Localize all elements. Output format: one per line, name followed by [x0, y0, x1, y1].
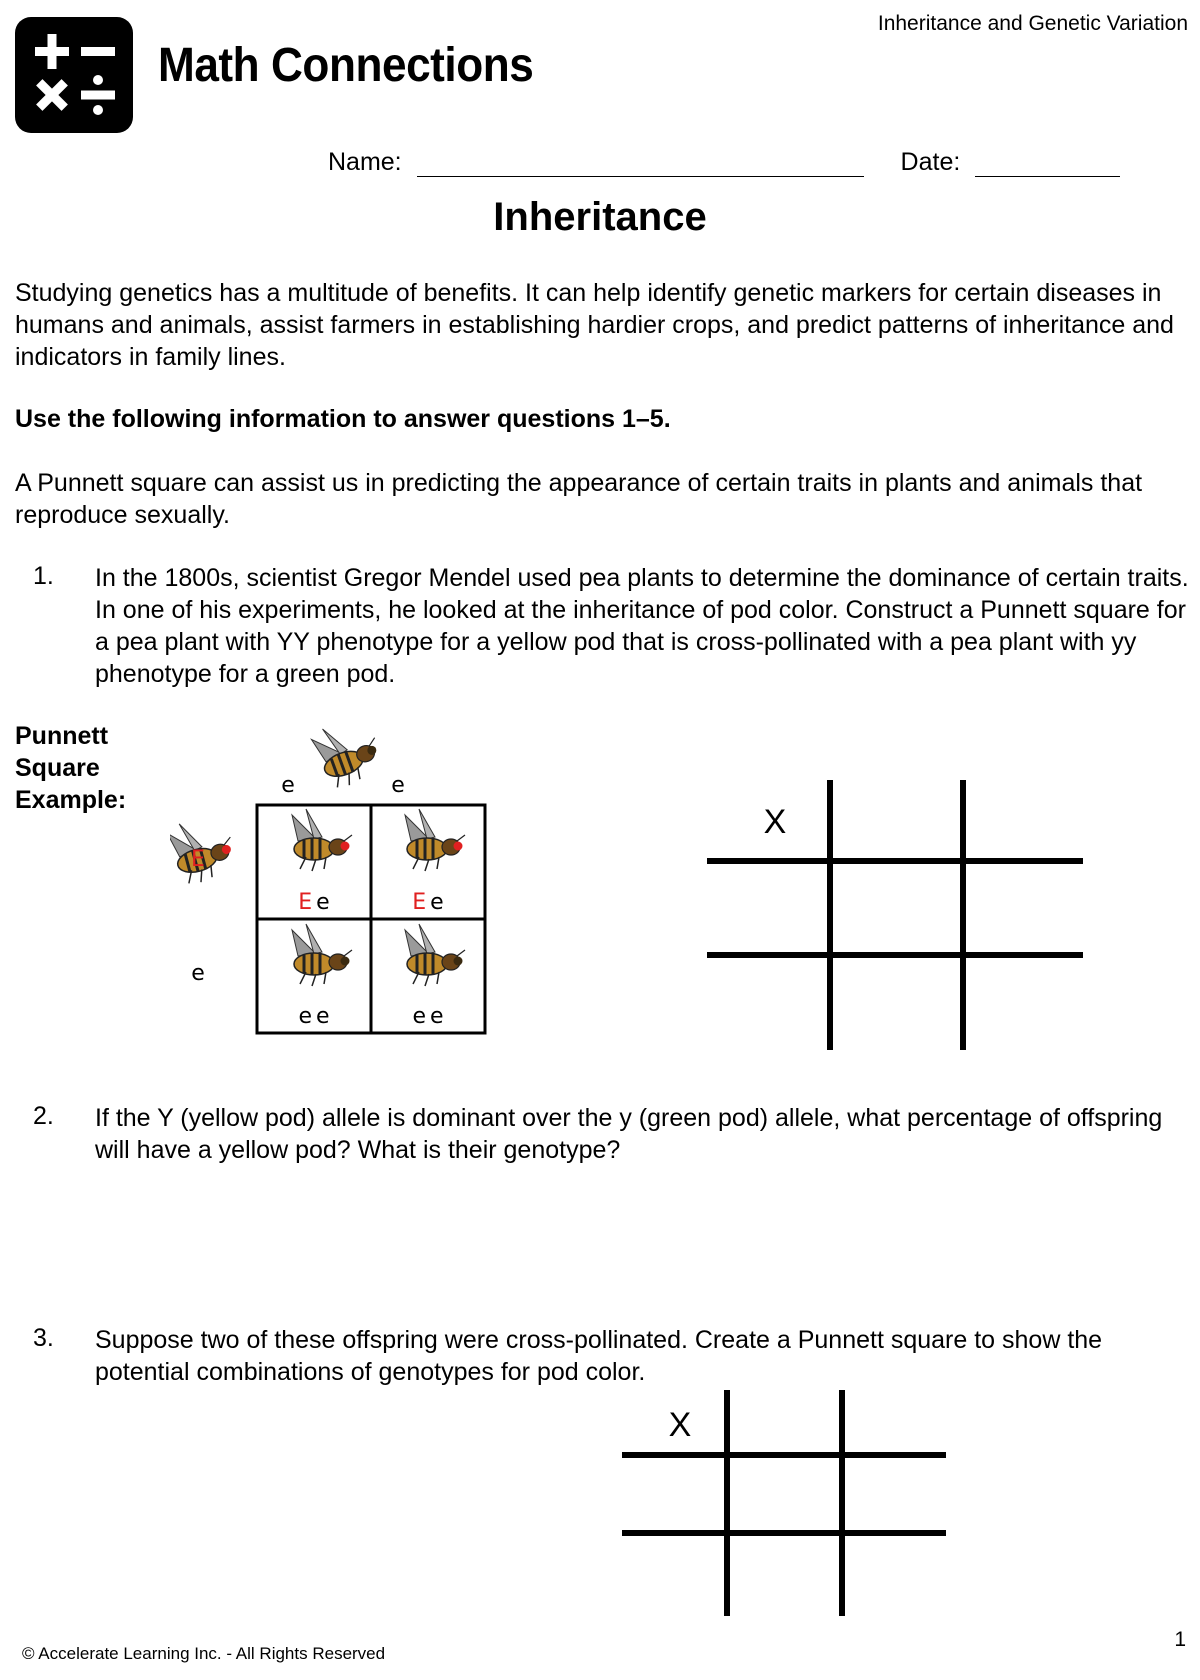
intro-paragraph: Studying genetics has a multitude of benefits. It can help identify genetic markers for certain diseases in humans and animals, assist farmers in establishing hardier crops, and predict patterns of inheritance and indicators in family lines.: [15, 279, 1174, 371]
grid-x-marker: X: [668, 1406, 692, 1444]
cell-genotype: E e: [412, 890, 444, 915]
question-1-number: 1.: [33, 562, 54, 590]
name-label: Name:: [328, 148, 402, 176]
side-allele-label: E: [191, 847, 205, 872]
copyright-footer: © Accelerate Learning Inc. - All Rights Reserved: [22, 1644, 386, 1663]
offspring-fly-icon: [405, 924, 465, 986]
question-2-number: 2.: [33, 1102, 54, 1130]
math-operators-icon: [15, 17, 133, 133]
parent-fly-top-icon: [309, 720, 387, 792]
offspring-fly-icon: [292, 924, 352, 986]
punnett-intro-paragraph: A Punnett square can assist us in predicting the appearance of certain traits in plants and animals that reproduce sexually.: [15, 469, 1143, 529]
page-number: 1: [1174, 1628, 1186, 1651]
question-1-text: In the 1800s, scientist Gregor Mendel used pea plants to determine the dominance of certain traits. In one of his experiments, he looked at the inheritance of pod color. Construct a Punnett square for a pea plant with YY phenotype for a yellow pod that is cross-pollinated with a pea plant with yy phenotype for a green pod.: [95, 564, 1189, 688]
example-label-line: Example:: [15, 786, 127, 814]
blank-punnett-grid-q3[interactable]: [620, 1388, 950, 1618]
unit-topic: Inheritance and Genetic Variation: [877, 12, 1188, 35]
example-label: [15, 720, 126, 816]
blank-punnett-grid-q1[interactable]: [705, 778, 1085, 1053]
name-field[interactable]: [417, 150, 864, 177]
example-label-line: Square: [15, 754, 100, 782]
name-date-row: [328, 148, 1120, 177]
math-connections-logo: [15, 17, 133, 133]
cell-genotype: e e: [298, 1004, 330, 1029]
punnett-example-diagram: [170, 720, 500, 1040]
instruction-text: Use the following information to answer questions 1–5.: [15, 405, 671, 433]
side-allele-label: e: [191, 961, 205, 986]
date-field[interactable]: [975, 150, 1120, 177]
top-allele-label: e: [281, 773, 295, 798]
offspring-fly-icon: [405, 809, 465, 871]
cell-genotype: E e: [298, 890, 330, 915]
question-3-number: 3.: [33, 1324, 54, 1352]
question-3-text: Suppose two of these offspring were cross-pollinated. Create a Punnett square to show the potential combinations of genotypes for pod color.: [95, 1326, 1103, 1386]
page-title: Inheritance: [493, 195, 707, 239]
date-label: Date:: [900, 148, 961, 176]
cell-genotype: e e: [412, 1004, 444, 1029]
example-label-line: Punnett: [15, 722, 109, 750]
grid-x-marker: X: [763, 803, 787, 841]
top-allele-label: e: [391, 773, 405, 798]
offspring-fly-icon: [292, 809, 352, 871]
brand-title: Math Connections: [158, 39, 534, 92]
question-2-text: If the Y (yellow pod) allele is dominant over the y (green pod) allele, what percentage of offspring will have a yellow pod? What is their genotype?: [95, 1104, 1163, 1164]
